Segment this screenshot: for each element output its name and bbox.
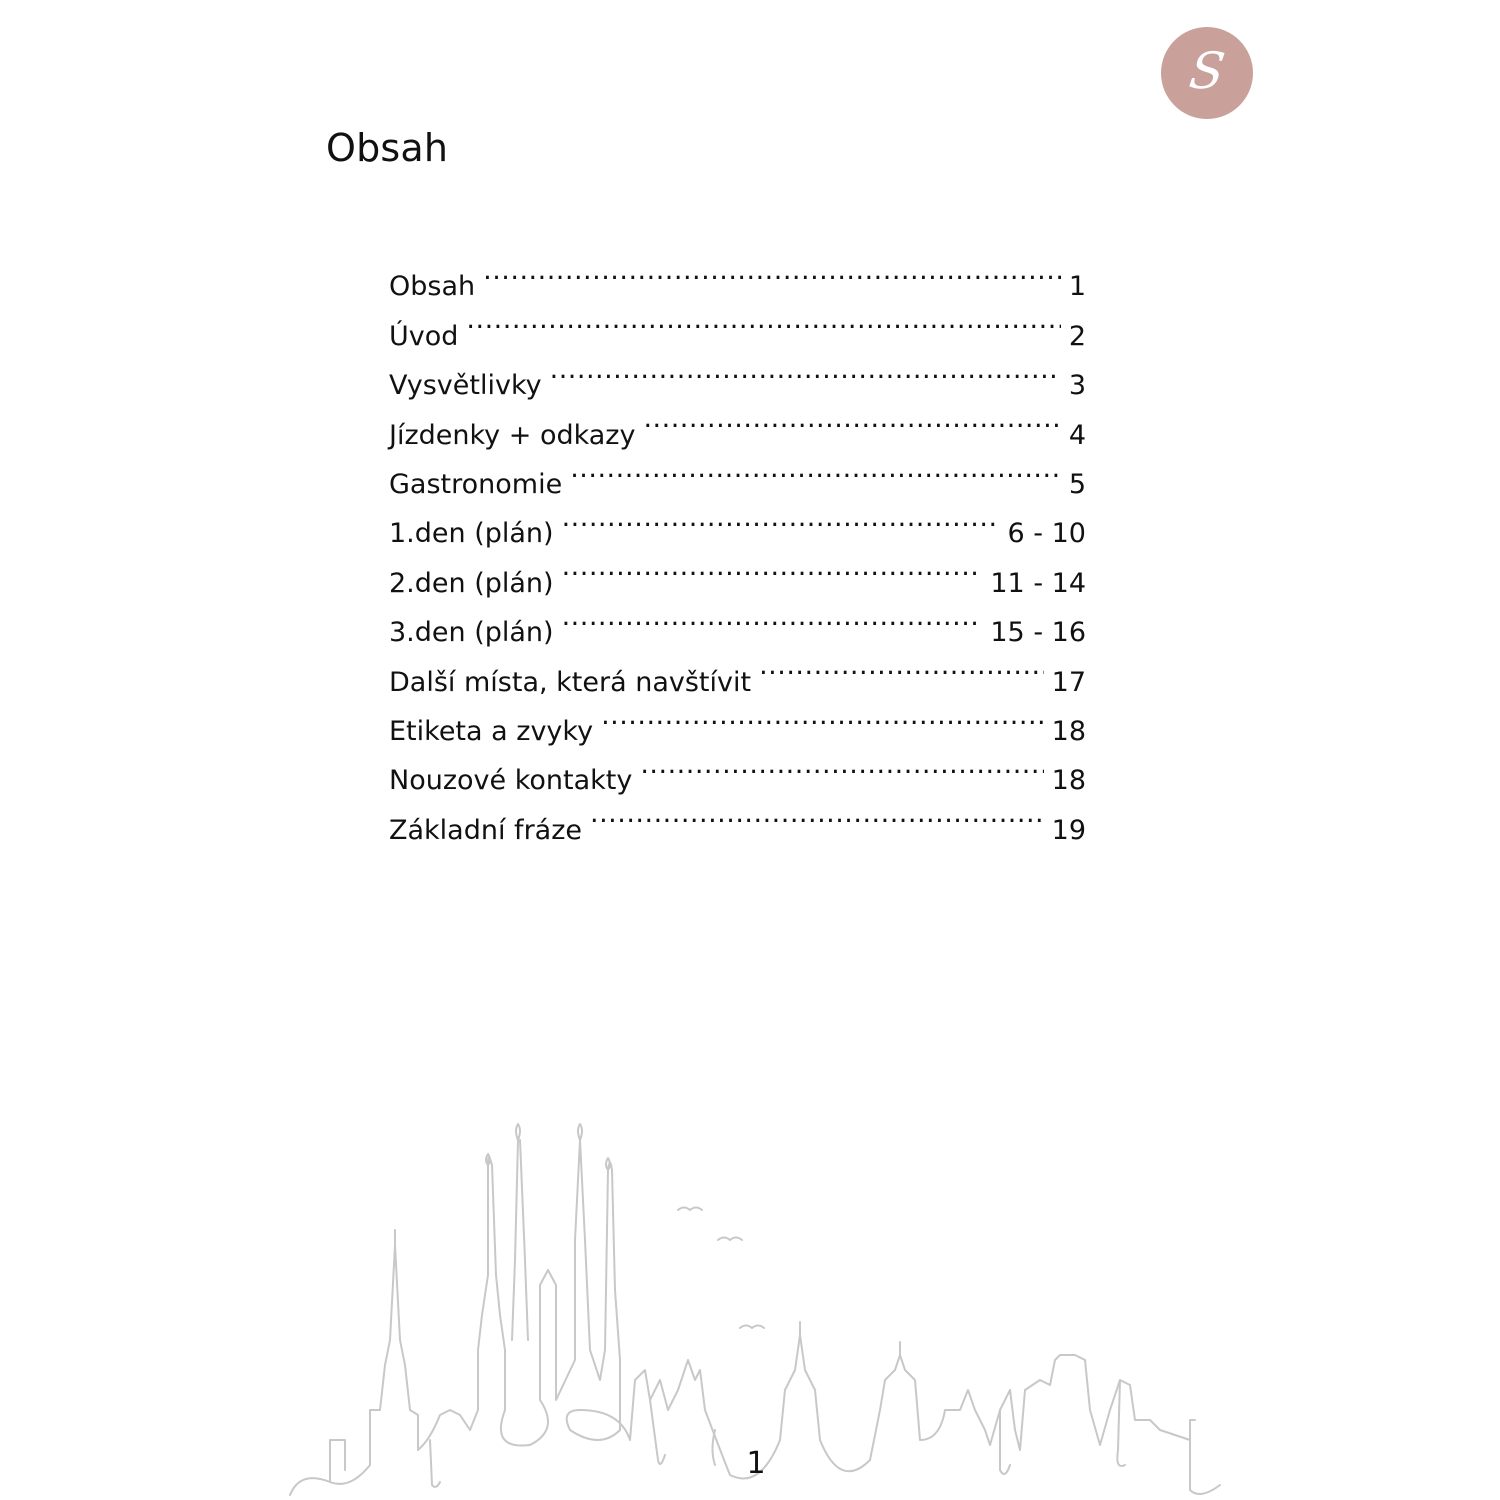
toc-dot-leader — [590, 789, 1044, 838]
toc-dot-leader — [640, 740, 1043, 789]
page-number: 1 — [746, 1446, 766, 1481]
toc-entry-page: 5 — [1068, 468, 1086, 500]
toc-entry-page: 18 — [1051, 765, 1086, 797]
toc-entry-label: Gastronomie — [389, 468, 563, 500]
logo-letter: S — [1185, 42, 1229, 100]
toc-entry-label: 2.den (plán) — [389, 567, 554, 599]
toc-entry-label: Nouzové kontakty — [389, 765, 633, 797]
toc-entry-label: Úvod — [389, 320, 459, 352]
toc-dot-leader — [466, 295, 1060, 344]
toc-entry-page: 3 — [1068, 370, 1086, 402]
toc-entry-page: 2 — [1068, 320, 1086, 352]
toc-entry-page: 18 — [1051, 715, 1086, 747]
toc-entry-label: Vysvětlivky — [389, 370, 542, 402]
toc-entry-label: Obsah — [389, 271, 476, 303]
toc-dot-leader — [601, 691, 1044, 740]
toc-entry-page: 11 - 14 — [990, 567, 1086, 599]
toc-entry-label: Základní fráze — [389, 814, 582, 846]
toc-dot-leader — [562, 592, 983, 641]
toc-entry-page: 15 - 16 — [990, 617, 1086, 649]
toc-entry — [389, 345, 1086, 402]
toc-entry-page: 1 — [1068, 271, 1086, 303]
toc-dot-leader — [483, 246, 1061, 295]
toc-entry-page: 4 — [1068, 419, 1086, 451]
table-of-contents — [389, 246, 1086, 846]
toc-dot-leader — [759, 641, 1044, 690]
toc-dot-leader — [570, 444, 1061, 493]
logo-badge — [1161, 27, 1253, 119]
toc-entry — [389, 246, 1086, 303]
page-title: Obsah — [326, 126, 449, 170]
toc-entry-label: Etiketa a zvyky — [389, 715, 594, 747]
toc-entry-page: 19 — [1051, 814, 1086, 846]
toc-dot-leader — [550, 345, 1061, 394]
toc-entry-label: 3.den (plán) — [389, 617, 554, 649]
toc-dot-leader — [643, 394, 1060, 443]
toc-entry-page: 17 — [1051, 666, 1086, 698]
toc-dot-leader — [562, 542, 983, 591]
toc-entry-label: Jízdenky + odkazy — [389, 419, 636, 451]
toc-dot-leader — [562, 493, 1000, 542]
toc-entry-label: Další místa, která navštívit — [389, 666, 752, 698]
toc-entry-label: 1.den (plán) — [389, 518, 554, 550]
city-skyline-illustration — [0, 1110, 1500, 1500]
toc-entry — [389, 295, 1086, 352]
toc-entry-page: 6 - 10 — [1007, 518, 1086, 550]
